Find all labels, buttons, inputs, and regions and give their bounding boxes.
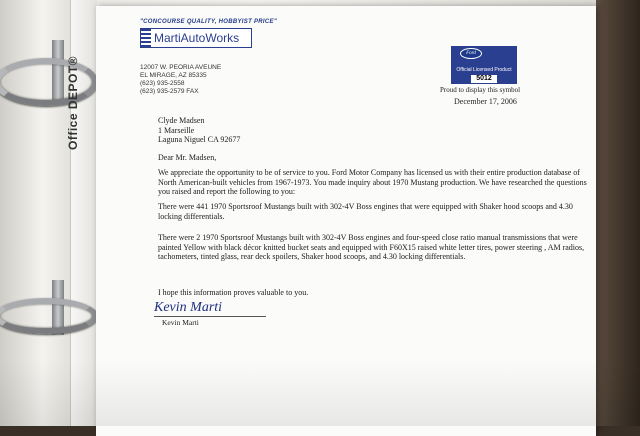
recipient-city: Laguna Niguel CA 92677 [158, 135, 241, 144]
address-line: 12007 W. PEORIA AVEUNE [140, 64, 222, 71]
licensed-label: Official Licensed Product [456, 67, 512, 73]
salutation: Dear Mr. Madsen, [158, 153, 217, 162]
recipient-street: 1 Marseille [158, 125, 195, 135]
company-logo [140, 28, 252, 48]
letter-date: December 17, 2006 [454, 97, 517, 106]
office-depot-label: Office DEPOT® [66, 55, 80, 150]
paragraph: There were 441 1970 Sportsroof Mustangs built with 302-4V Boss engines that were equipped with Shaker hood scoops and 4.30 locking differentials. [158, 202, 573, 221]
company-name: MartiAutoWorks [154, 31, 240, 45]
license-caption: Proud to display this symbol [440, 86, 521, 94]
license-number: 5012 [471, 75, 497, 83]
handwritten-signature: Kevin Marti [154, 300, 266, 317]
fax-line: (623) 935-2579 FAX [140, 88, 199, 95]
phone-line: (623) 935-2558 [140, 80, 185, 87]
recipient-name: Clyde Madsen [158, 116, 205, 125]
company-address [140, 64, 221, 96]
logo-stripes-icon [141, 29, 151, 47]
paragraph: There were 2 1970 Sportsroof Mustangs built with 302-4V Boss engines and four-speed close ratio manual transmissions that were painted Yellow with black décor knitted bucket seats and equipped with F60X15 raised white letter tires, power steering , AM radios, tachometers, tinted glass, rear deck spoilers, Shaker hood scoops, and 4.30 locking differentials. [158, 233, 585, 261]
closing-line: I hope this information proves valuable to you. [158, 288, 309, 297]
letter-page [96, 6, 596, 436]
address-line: EL MIRAGE, AZ 85335 [140, 72, 207, 79]
recipient-address [158, 116, 240, 145]
ford-logo-icon: Ford [460, 48, 482, 59]
signer-name: Kevin Marti [162, 318, 199, 327]
background-shadow [596, 0, 640, 426]
letterhead-tagline: "CONCOURSE QUALITY, HOBBYIST PRICE" [140, 19, 277, 25]
paragraph: We appreciate the opportunity to be of service to you. Ford Motor Company has licensed us with their entire production database of North American-built vehicles from 1967-1973. You made inquiry about 1970 Mustang production. We have researched the questions you raised and report the following to you: [158, 168, 587, 196]
